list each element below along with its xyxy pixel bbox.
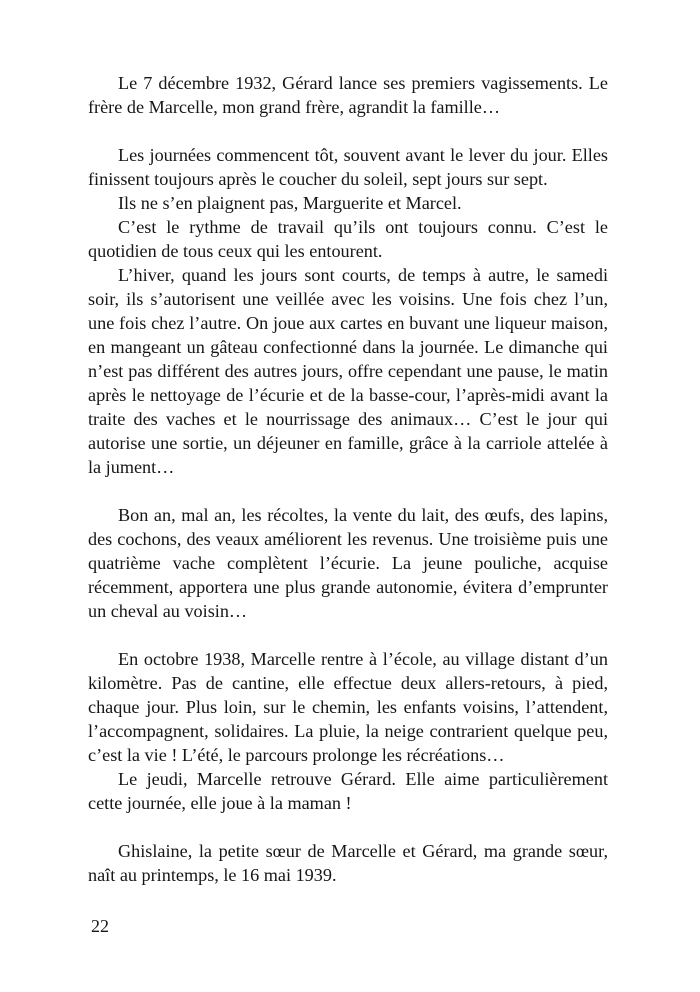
page-body-text bbox=[88, 71, 608, 887]
paragraph-ghislaine-birth: Ghislaine, la petite sœur de Marcelle et Gérard, ma grande sœur, naît au printemps, le 16 mai 1939. bbox=[88, 841, 608, 885]
section-break bbox=[88, 815, 608, 839]
section-break bbox=[88, 623, 608, 647]
section-break bbox=[88, 119, 608, 143]
paragraph-harvests: Bon an, mal an, les récoltes, la vente du lait, des œufs, des lapins, des cochons, des veaux améliorent les revenus. Une troisième puis une quatrième vache complètent l’écurie. La jeune pouliche, acquise récemment, apportera une plus grande autonomie, évitera d’emprunter un cheval au voisin… bbox=[88, 505, 608, 621]
paragraph-gerard-birth: Le 7 décembre 1932, Gérard lance ses premiers vagissements. Le frère de Marcelle, mon grand frère, agrandit la famille… bbox=[88, 73, 608, 117]
paragraph-school-start: En octobre 1938, Marcelle rentre à l’école, au village distant d’un kilomètre. Pas de cantine, elle effectue deux allers-retours, à pied, chaque jour. Plus loin, sur le chemin, les enfants voisins, l’attendent, l’accompagnent, solidaires. La pluie, la neige contrarient quelque peu, c’est la vie ! L’été, le parcours prolonge les récréations… bbox=[88, 649, 608, 765]
page-number: 22 bbox=[91, 916, 109, 936]
paragraph-daily-work: Les journées commencent tôt, souvent avant le lever du jour. Elles finissent toujours après le coucher du soleil, sept jours sur sept. bbox=[88, 145, 608, 189]
paragraph-thursday: Le jeudi, Marcelle retrouve Gérard. Elle aime particulièrement cette journée, elle joue à la maman ! bbox=[88, 769, 608, 813]
paragraph-winter-evenings: L’hiver, quand les jours sont courts, de temps à autre, le samedi soir, ils s’autorisent une veillée avec les voisins. Une fois chez l’un, une fois chez l’autre. On joue aux cartes en buvant une liqueur maison, en mangeant un gâteau confectionné dans la journée. Le dimanche qui n’est pas différent des autres jours, offre cependant une pause, le matin après le nettoyage de l’écurie et de la basse-cour, l’après-midi avant la traite des vaches et le nourrissage des animaux… C’est le jour qui autorise une sortie, un déjeuner en famille, grâce à la carriole attelée à la jument… bbox=[88, 265, 608, 477]
paragraph-work-rhythm: C’est le rythme de travail qu’ils ont toujours connu. C’est le quotidien de tous ceux qui les entourent. bbox=[88, 217, 608, 261]
paragraph-no-complaints: Ils ne s’en plaignent pas, Marguerite et Marcel. bbox=[118, 193, 462, 213]
section-break bbox=[88, 479, 608, 503]
